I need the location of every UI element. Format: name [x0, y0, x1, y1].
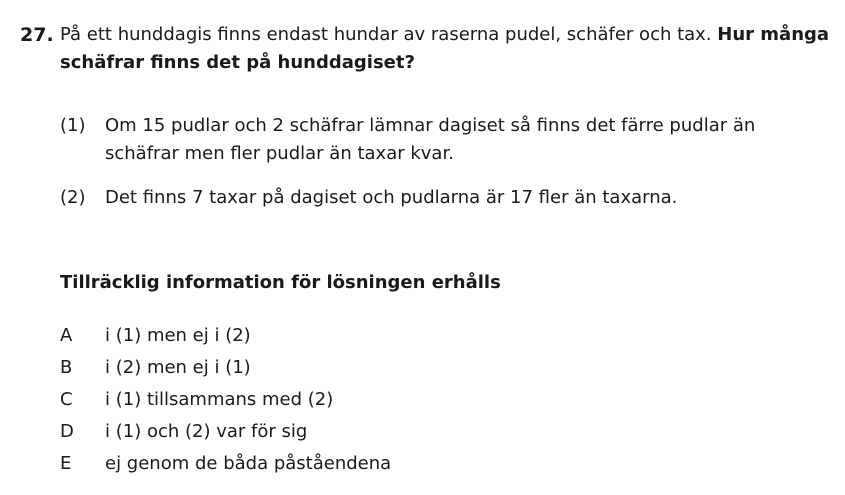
option-text: ej genom de båda påståendena [105, 453, 392, 474]
option-a[interactable] [60, 322, 760, 354]
question-text [60, 21, 835, 77]
option-letter: E [60, 453, 72, 474]
option-d[interactable] [60, 418, 760, 450]
option-letter: C [60, 389, 73, 410]
answer-options [60, 322, 760, 482]
option-text: i (2) men ej i (1) [105, 357, 251, 378]
question-text-bold: Hur många schäfrar finns det på hunddagiset? [60, 24, 830, 73]
question-text-regular: På ett hunddagis finns endast hundar av raserna pudel, schäfer och tax. [60, 24, 718, 45]
option-text: i (1) men ej i (2) [105, 325, 251, 346]
option-letter: D [60, 421, 74, 442]
option-b[interactable] [60, 354, 760, 386]
statement-2 [60, 184, 830, 212]
statement-1 [60, 112, 830, 168]
option-letter: A [60, 325, 73, 346]
option-c[interactable] [60, 386, 760, 418]
option-letter: B [60, 357, 73, 378]
option-text: i (1) och (2) var för sig [105, 421, 308, 442]
statement-label: (2) [60, 187, 86, 208]
statement-text: Det finns 7 taxar på dagiset och pudlarna är 17 fler än taxarna. [105, 187, 678, 208]
question-number: 27. [20, 24, 54, 46]
option-text: i (1) tillsammans med (2) [105, 389, 334, 410]
statement-text: Om 15 pudlar och 2 schäfrar lämnar dagiset så finns det färre pudlar än schäfrar men fler pudlar än taxar kvar. [105, 115, 756, 164]
options-heading: Tillräcklig information för lösningen erhålls [60, 272, 501, 293]
option-e[interactable] [60, 450, 760, 482]
statement-label: (1) [60, 115, 86, 136]
